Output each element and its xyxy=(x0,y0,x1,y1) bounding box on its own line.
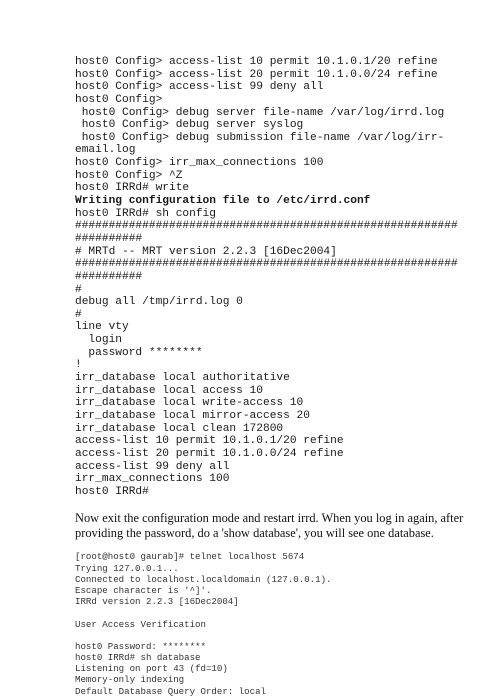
config-line: login xyxy=(75,334,122,347)
terminal-line: Memory-only indexing xyxy=(75,674,185,686)
config-line: irr_database local mirror-access 20 xyxy=(75,409,310,422)
terminal-line: host0 IRRd# sh database xyxy=(75,652,201,664)
terminal-line xyxy=(75,630,485,641)
terminal-session-listing xyxy=(75,551,485,696)
terminal-line: Default Database Query Order: local xyxy=(75,685,266,697)
terminal-line: Escape character is '^]'. xyxy=(75,584,212,596)
config-line: host0 Config> debug submission file-name /var/log/irr- xyxy=(75,131,445,144)
document-page xyxy=(75,56,485,697)
config-output-message: Writing configuration file to /etc/irrd.conf xyxy=(75,195,371,208)
config-line: ########## xyxy=(75,232,143,245)
config-line: host0 Config> access-list 99 deny all xyxy=(75,81,324,94)
config-line: # xyxy=(75,308,82,321)
config-line: host0 Config> debug server syslog xyxy=(75,119,304,132)
config-line: password ******** xyxy=(75,346,203,359)
config-session-listing xyxy=(75,56,485,498)
terminal-line: Trying 127.0.0.1... xyxy=(75,562,179,574)
config-line: irr_database local clean 172800 xyxy=(75,422,284,435)
config-line: host0 Config> access-list 10 permit 10.1.0.1/20 refine xyxy=(75,56,438,68)
config-line: host0 IRRd# xyxy=(75,485,149,498)
config-line: # xyxy=(75,283,82,296)
config-line: host0 Config> debug server file-name /var/log/irrd.log xyxy=(75,106,445,119)
terminal-line: Connected to localhost.localdomain (127.0.0.1). xyxy=(75,573,332,585)
config-line: ######################################################### xyxy=(75,258,458,271)
terminal-line: host0 Password: ******** xyxy=(75,640,206,652)
config-line: host0 IRRd# write xyxy=(75,182,190,195)
terminal-line: [root@host0 gaurab]# telnet localhost 5674 xyxy=(75,551,305,563)
config-line: irr_database local authoritative xyxy=(75,372,290,385)
config-line: ! xyxy=(75,359,82,372)
instruction-paragraph: Now exit the configuration mode and restart irrd. When you log in again, after providing the password, do a 'show database', you will see one database. xyxy=(75,511,464,540)
terminal-line: Listening on port 43 (fd=10) xyxy=(75,663,228,675)
config-line: host0 Config> ^Z xyxy=(75,169,183,182)
config-line: access-list 20 permit 10.1.0.0/24 refine xyxy=(75,447,344,460)
config-line: irr_database local access 10 xyxy=(75,384,263,397)
config-line: host0 Config> irr_max_connections 100 xyxy=(75,157,324,170)
config-line: irr_database local write-access 10 xyxy=(75,397,304,410)
config-line: host0 Config> xyxy=(75,93,163,106)
config-line: email.log xyxy=(75,144,136,157)
config-line: host0 IRRd# sh config xyxy=(75,207,216,220)
config-line: host0 Config> access-list 20 permit 10.1.0.0/24 refine xyxy=(75,68,438,81)
config-line: line vty xyxy=(75,321,129,334)
config-line: irr_max_connections 100 xyxy=(75,473,230,486)
terminal-line: User Access Verification xyxy=(75,618,206,630)
config-line: access-list 10 permit 10.1.0.1/20 refine xyxy=(75,435,344,448)
config-line: # MRTd -- MRT version 2.2.3 [16Dec2004] xyxy=(75,245,337,258)
config-line: ########## xyxy=(75,270,143,283)
config-line: ######################################################### xyxy=(75,220,458,233)
config-line: access-list 99 deny all xyxy=(75,460,230,473)
terminal-line: IRRd version 2.2.3 [16Dec2004] xyxy=(75,596,239,608)
config-line: debug all /tmp/irrd.log 0 xyxy=(75,296,243,309)
terminal-line xyxy=(75,607,485,618)
